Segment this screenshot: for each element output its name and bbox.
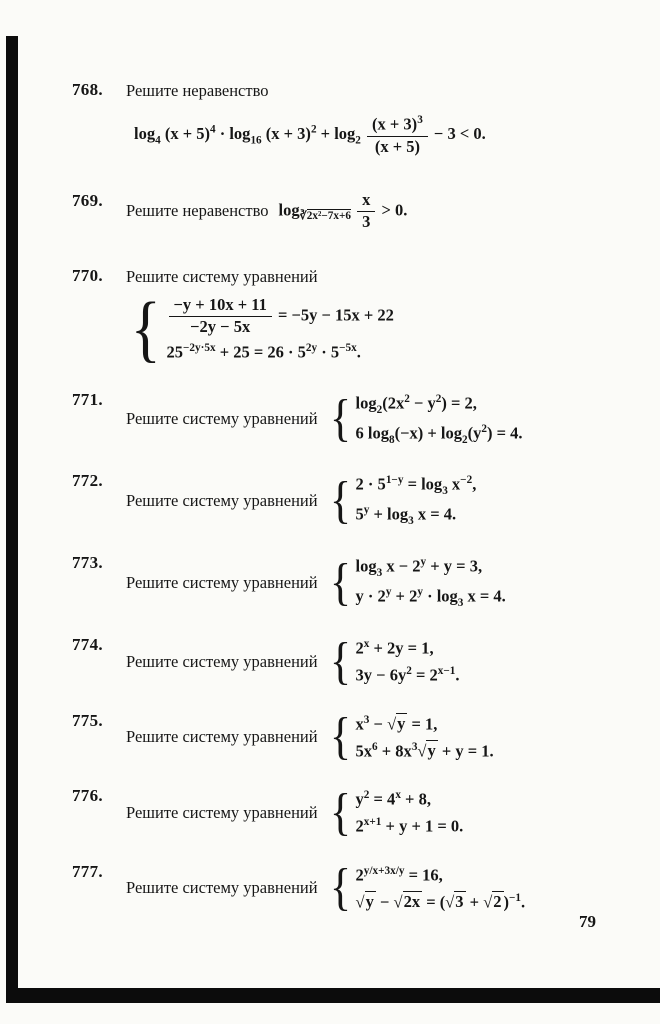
problem-text: Решите систему уравнений — [126, 409, 318, 429]
problem-text: Решите неравенство — [126, 81, 269, 100]
problem-formula: $\log_{∛2x^2-7x+6}$ $\frac{x}{3}$ > 0. — [278, 189, 408, 231]
problem-768 — [72, 80, 632, 157]
problem-777 — [72, 859, 632, 917]
problem-number: 777. — [72, 861, 103, 881]
problem-formula: $\log_4 (x + 5)^4 \cdot \log_{16} (x + 3)^2 + \log_2$ $\frac{(x + 3)^3}{(x + 5)}$ − 3 < 0. — [134, 114, 486, 156]
problem-text: Решите систему уравнений — [126, 651, 318, 671]
problem-770 — [72, 265, 632, 371]
problem-number: 770. — [72, 265, 103, 285]
problem-number: 772. — [72, 471, 103, 491]
problem-formula: { $y^2 = 4^x + 8$, $2^{x+1} + y + 1 = 0$. — [329, 783, 464, 841]
scan-edge-left — [6, 36, 18, 990]
problem-text: Решите систему уравнений — [126, 491, 318, 511]
page-content — [72, 80, 632, 937]
problem-775 — [72, 708, 632, 766]
problem-number: 769. — [72, 190, 103, 210]
problem-number: 773. — [72, 553, 103, 573]
problem-text: Решите систему уравнений — [126, 727, 318, 747]
problem-773 — [72, 553, 632, 613]
problem-formula: { $\log_2(2x^2 - y^2) = 2$, 6 $\log_8(-x) + \log_2(y^2) = 4$. — [329, 390, 523, 448]
scan-edge-bottom — [6, 988, 660, 1003]
problem-text: Решите неравенство — [126, 201, 269, 221]
problem-formula: { $2^{y/x+3x/y} = 16$, √y − √2x = (√3 + √2 )$^{-1}$. — [329, 859, 526, 917]
problem-formula: { $\frac{-y + 10x + 11}{-2y - 5x}$ = −5y − 15x + 22 $25^{-2y\cdot 5x} + 25 = 26 \cdot 5^{2y} \cdot 5^{-5x}$. — [130, 288, 394, 371]
page-number: 79 — [579, 912, 596, 931]
problem-774 — [72, 632, 632, 690]
problem-text: Решите систему уравнений — [126, 266, 318, 286]
problem-number: 771. — [72, 389, 103, 409]
problem-text: Решите систему уравнений — [126, 878, 318, 898]
problem-772 — [72, 471, 632, 531]
problem-771 — [72, 390, 632, 450]
problem-769 — [72, 191, 632, 232]
problem-text: Решите систему уравнений — [126, 573, 318, 593]
problem-number: 768. — [72, 80, 103, 99]
problem-number: 776. — [72, 786, 103, 806]
problem-text: Решите систему уравнений — [126, 802, 318, 822]
problem-formula: { $x^3 - √y = 1$, $5x^6 + 8x^3√y + y = 1$. — [329, 708, 494, 766]
problem-formula: { $2^x + 2y = 1$, $3y - 6y^2 = 2^{x-1}$. — [329, 632, 460, 690]
problem-number: 775. — [72, 710, 103, 730]
problem-776 — [72, 783, 632, 841]
problem-formula: { $2 \cdot 5^{1-y} = \log_3 x^{-2}$, $5^y + \log_3 x = 4$. — [329, 472, 477, 530]
problem-formula: { $\log_3 x - 2^y + y = 3$, $y \cdot 2^y + 2^y \cdot \log_3 x = 4$. — [329, 553, 506, 611]
problem-number: 774. — [72, 635, 103, 655]
